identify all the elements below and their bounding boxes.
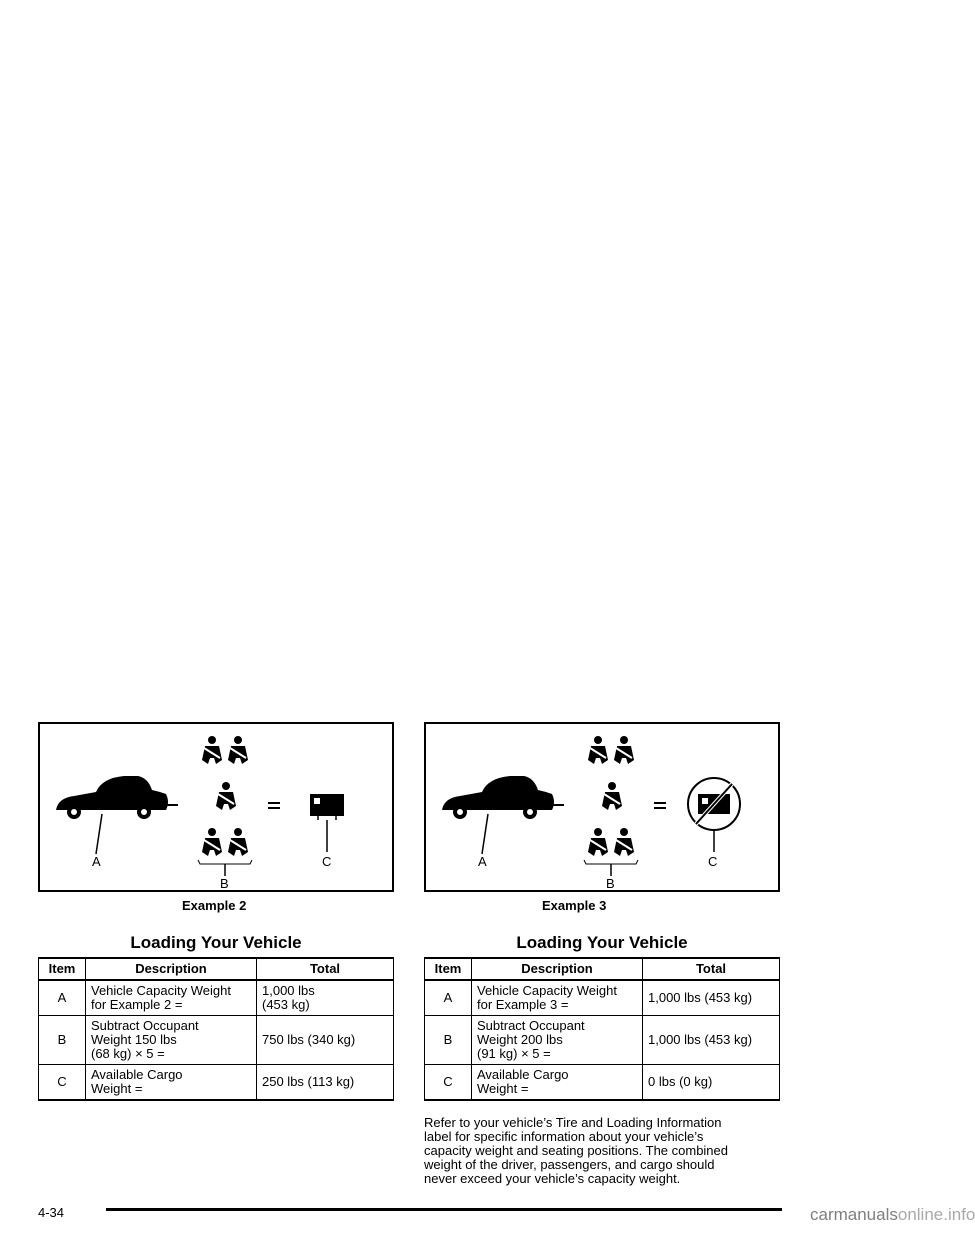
occupant-icons xyxy=(584,736,638,876)
example-3-caption: Example 3 xyxy=(542,898,607,913)
table-row xyxy=(39,1065,394,1101)
table-row xyxy=(39,980,394,1016)
table-title: Loading Your Vehicle xyxy=(130,933,302,952)
page-number: 4-34 xyxy=(38,1205,65,1220)
watermark-part2: online.info xyxy=(897,1205,975,1224)
watermark xyxy=(810,1205,975,1225)
header-description: Description xyxy=(472,958,643,980)
equals-sign xyxy=(654,802,666,809)
car-icon xyxy=(56,776,168,854)
watermark-part1: carmanuals xyxy=(810,1205,898,1224)
example-2-figure xyxy=(38,722,394,892)
callout-a: A xyxy=(92,854,101,869)
cell-item: A xyxy=(425,980,472,1016)
cell-total: 1,000 lbs (453 kg) xyxy=(643,1016,780,1065)
loading-table-example-3 xyxy=(424,957,780,1101)
cell-item: B xyxy=(425,1016,472,1065)
header-item: Item xyxy=(425,958,472,980)
example-2-illustration xyxy=(40,724,392,890)
example-3-figure xyxy=(424,722,780,892)
header-item: Item xyxy=(39,958,86,980)
cell-item: A xyxy=(39,980,86,1016)
minus-sign xyxy=(166,804,178,806)
cell-description: Vehicle Capacity Weight for Example 2 = xyxy=(86,980,257,1016)
table-row xyxy=(425,1065,780,1101)
callout-c: C xyxy=(708,854,718,869)
cell-total: 250 lbs (113 kg) xyxy=(257,1065,394,1101)
cell-description: Available Cargo Weight = xyxy=(86,1065,257,1101)
cargo-icon xyxy=(310,794,344,852)
header-description: Description xyxy=(86,958,257,980)
header-total: Total xyxy=(257,958,394,980)
table-header-row xyxy=(425,958,780,980)
example-3-illustration xyxy=(426,724,778,890)
table-title: Loading Your Vehicle xyxy=(516,933,688,952)
callout-b: B xyxy=(606,876,615,891)
table-row xyxy=(425,980,780,1016)
cell-description: Vehicle Capacity Weight for Example 3 = xyxy=(472,980,643,1016)
callout-c: C xyxy=(322,854,332,869)
equals-sign xyxy=(268,802,280,809)
minus-sign xyxy=(552,804,564,806)
car-icon xyxy=(442,776,554,854)
loading-table-example-2 xyxy=(38,957,394,1101)
cell-total: 750 lbs (340 kg) xyxy=(257,1016,394,1065)
cell-item: B xyxy=(39,1016,86,1065)
callout-a: A xyxy=(478,854,487,869)
callout-b: B xyxy=(220,876,229,891)
table-header-row xyxy=(39,958,394,980)
table-row xyxy=(39,1016,394,1065)
cell-description: Subtract Occupant Weight 200 lbs (91 kg) × 5 = xyxy=(472,1016,643,1065)
header-total: Total xyxy=(643,958,780,980)
no-cargo-icon xyxy=(688,778,740,852)
example-2-caption: Example 2 xyxy=(182,898,247,913)
cell-total: 1,000 lbs (453 kg) xyxy=(643,980,780,1016)
cell-item: C xyxy=(39,1065,86,1101)
cell-total: 0 lbs (0 kg) xyxy=(643,1065,780,1101)
footer-rule xyxy=(106,1208,782,1211)
occupant-icons xyxy=(198,736,252,876)
cell-item: C xyxy=(425,1065,472,1101)
cell-description: Subtract Occupant Weight 150 lbs (68 kg) × 5 = xyxy=(86,1016,257,1065)
table-row xyxy=(425,1016,780,1065)
cell-description: Available Cargo Weight = xyxy=(472,1065,643,1101)
capacity-note: Refer to your vehicle’s Tire and Loading Information label for specific information about your vehicle’s capacity weight and seating positions. The combined weight of the driver, passengers, and cargo should never exceed your vehicle’s capacity weight. xyxy=(424,1115,729,1186)
cell-total: 1,000 lbs (453 kg) xyxy=(257,980,394,1016)
